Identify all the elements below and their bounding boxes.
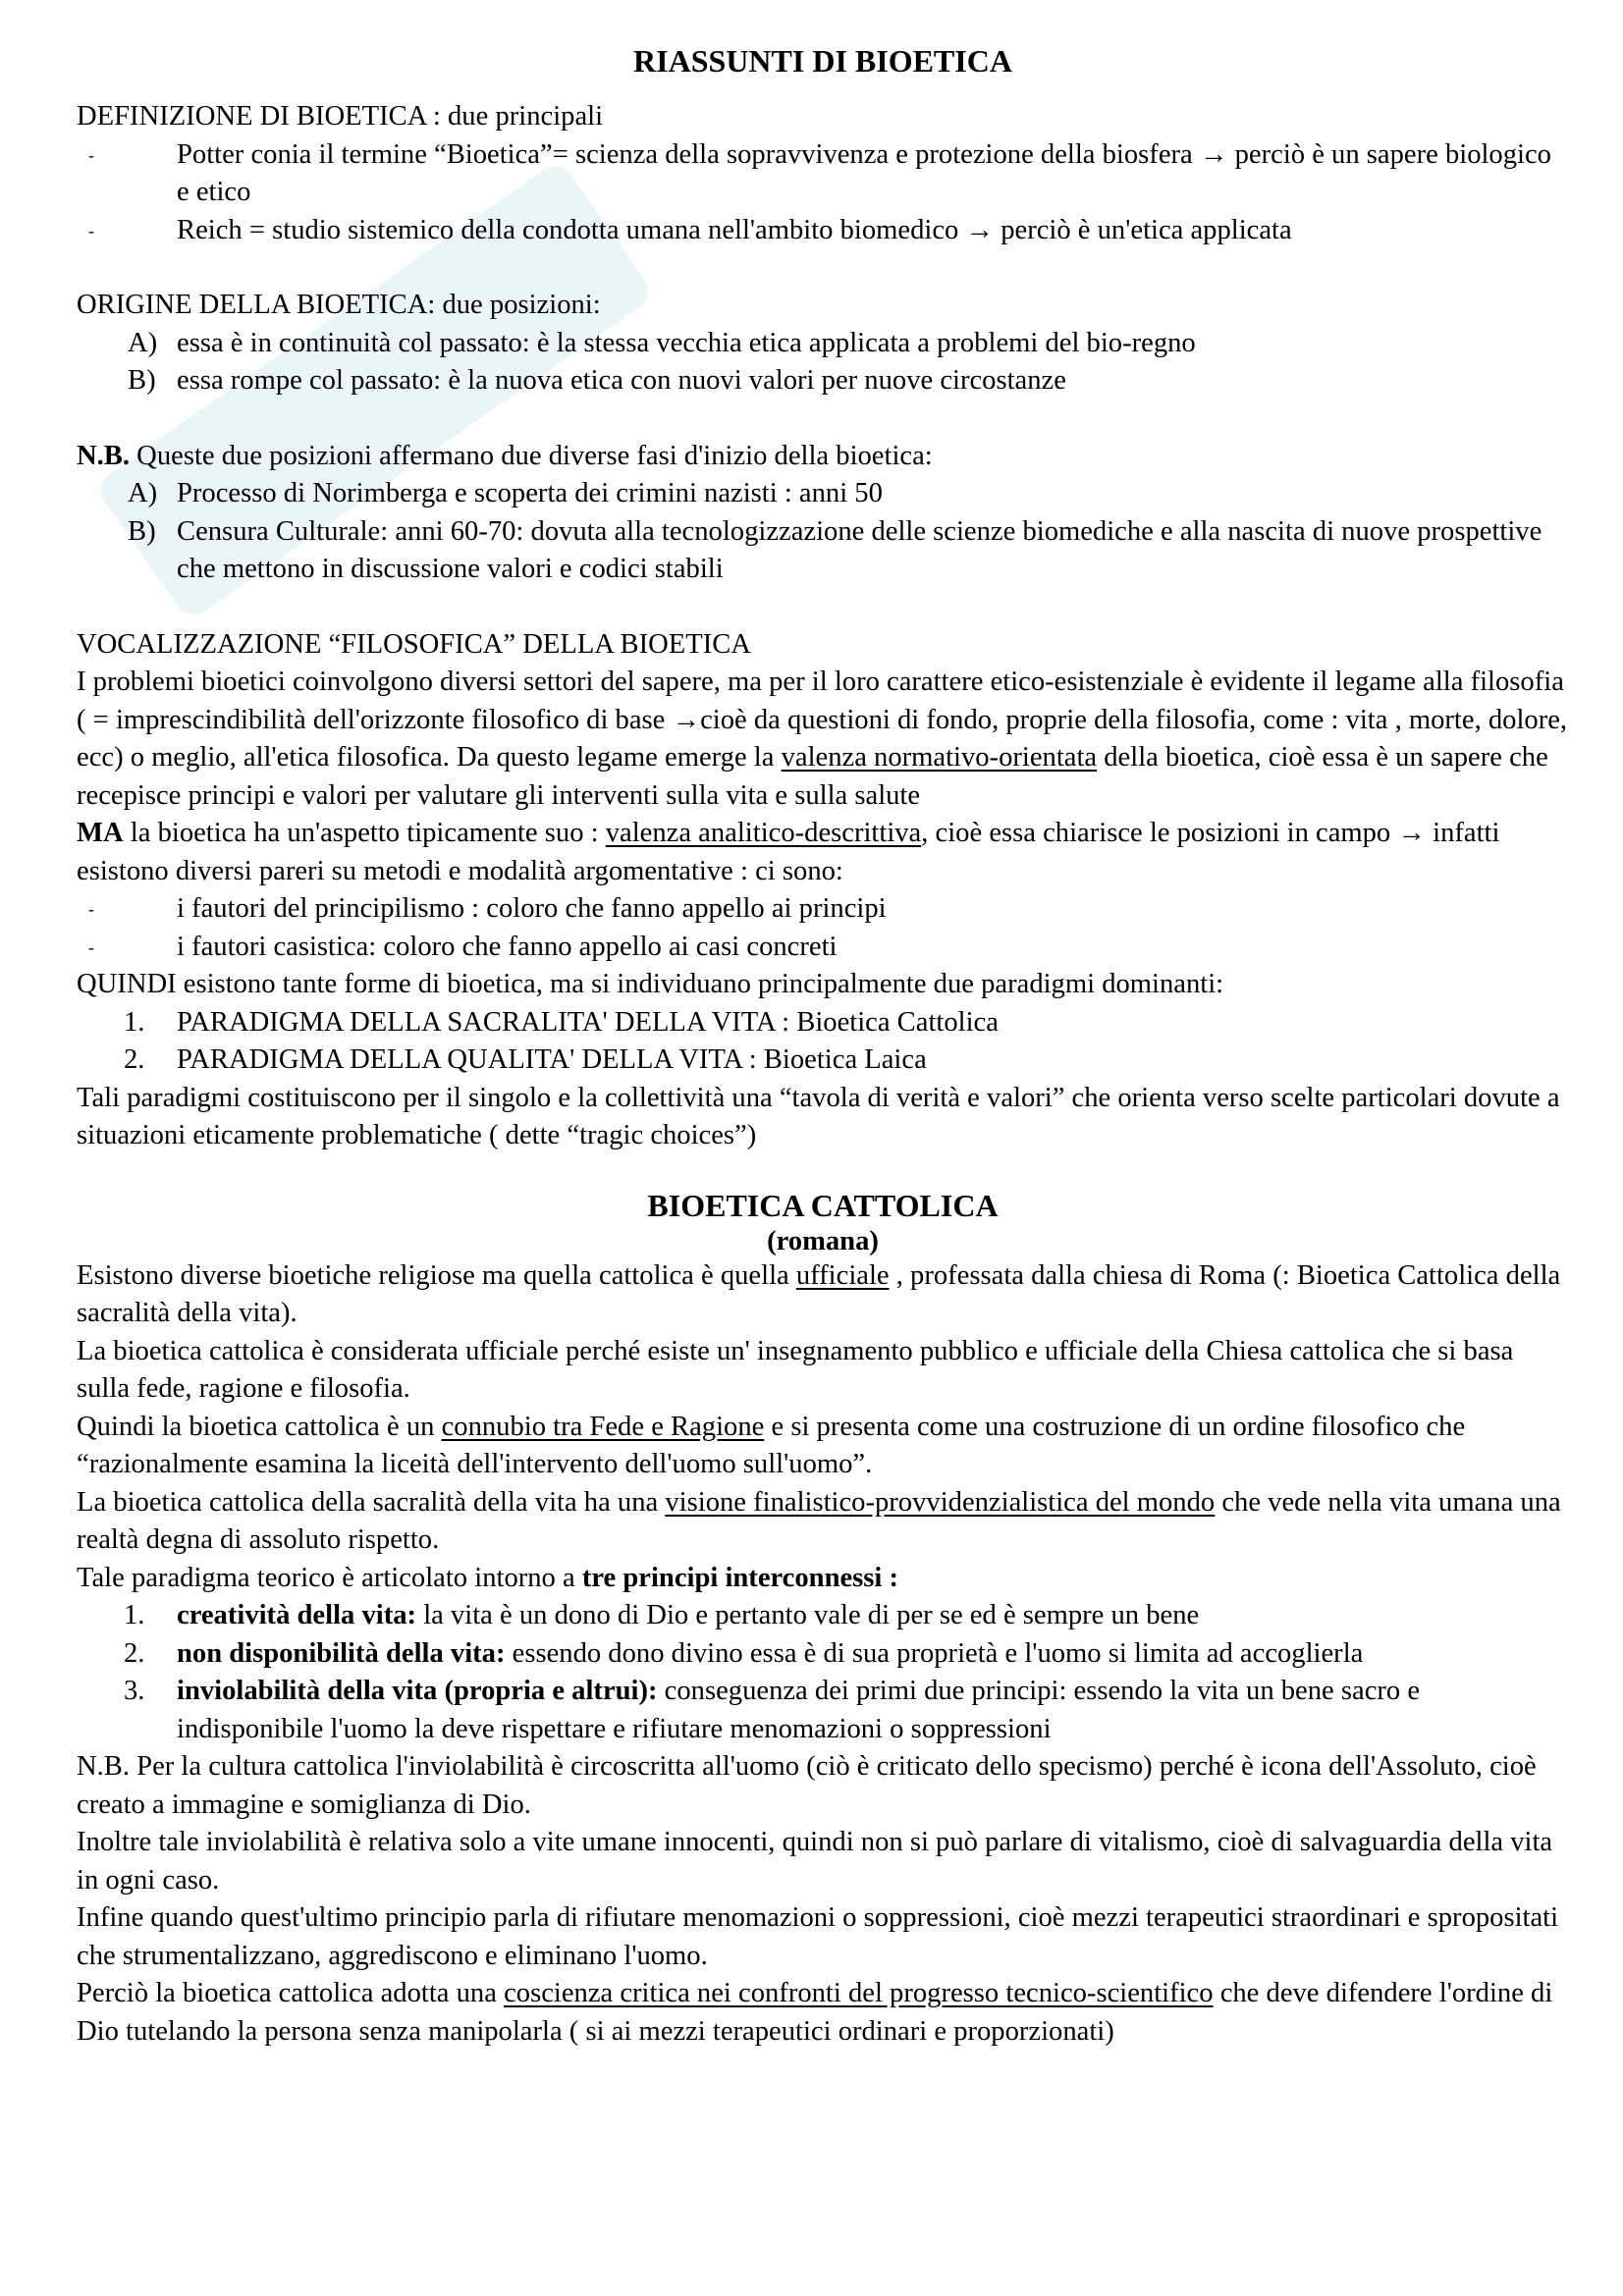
definizione-list [77, 136, 1569, 250]
section-heading: BIOETICA CATTOLICA [647, 1187, 999, 1223]
vocalizzazione-paragraph: I problemi bioetici coinvolgono diversi settori del sapere, ma per il loro carattere etico-esistenziale è evidente il legame alla filosofia ( = imprescindibilità dell'orizzonte filosofico di base →cioè da questioni di fondo, proprie della filosofia, come : vita , morte, dolore, ecc) o meglio, all'etica filosofica. Da questo legame emerge la valenza normativo-orientata della bioetica, cioè essa è un sapere che recepisce principi e valori per valutare gli interventi sulla vita e sulla salute [77, 667, 1568, 811]
list-item: 2. non disponibilità della vita: essendo dono divino essa è di sua proprietà e l'uomo si limita ad accoglierla [124, 1637, 1364, 1669]
list-item: B) essa rompe col passato: è la nuova etica con nuovi valori per nuove circostanze [128, 365, 1066, 396]
definizione-heading: DEFINIZIONE DI BIOETICA : due principali [77, 101, 604, 132]
list-item: - i fautori del principilismo : coloro che fanno appello ai principi [77, 890, 1569, 929]
section-subheading: (romana) [767, 1225, 879, 1256]
origine-heading: ORIGINE DELLA BIOETICA: due posizioni: [77, 290, 601, 320]
list-item: - Potter conia il termine “Bioetica”= scienza della sopravvivenza e protezione della biosfera → perciò è un sapere biologico e etico [77, 136, 1569, 212]
nb-fasi-paragraph: N.B. Queste due posizioni affermano due diverse fasi d'inizio della bioetica: [77, 440, 933, 471]
list-item: - Reich = studio sistemico della condotta umana nell'ambito biomedico → perciò è un'etica applicata [77, 212, 1569, 250]
list-item: 3. inviolabilità della vita (propria e altrui): conseguenza dei primi due principi: essendo la vita un bene sacro e indisponibile l'uomo la deve rispettare e rifiutare menomazioni o soppressioni [124, 1676, 1421, 1744]
fautori-list [77, 890, 1569, 966]
list-item: 1. creatività della vita: la vita è un dono di Dio e pertanto vale di per se ed è sempre un bene [124, 1600, 1200, 1630]
fasi-list [77, 475, 1569, 589]
inoltre-paragraph: Inoltre tale inviolabilità è relativa solo a vite umane innocenti, quindi non si può parlare di vitalismo, cioè di salvaguardia della vita in ogni caso. [77, 1827, 1553, 1896]
vocalizzazione-heading: VOCALIZZAZIONE “FILOSOFICA” DELLA BIOETICA [77, 628, 751, 660]
insegnamento-paragraph: La bioetica cattolica è considerata ufficiale perché esiste un' insegnamento pubblico e ufficiale della Chiesa cattolica che si basa sulla fede, ragione e filosofia. [77, 1335, 1514, 1404]
list-item: A) Processo di Norimberga e scoperta dei crimini nazisti : anni 50 [128, 478, 883, 508]
tali-paragraph: Tali paradigmi costituiscono per il singolo e la collettività una “tavola di verità e valori” che orienta verso scelte particolari dovute a situazioni eticamente problematiche ( dette “tragic choices”) [77, 1082, 1560, 1150]
visione-paragraph: La bioetica cattolica della sacralità della vita ha una visione finalistico-provvidenzialistica del mondo che vede nella vita umana una realtà degna di assoluto rispetto. [77, 1486, 1561, 1555]
nb-inviolabilita-paragraph: N.B. Per la cultura cattolica l'inviolabilità è circoscritta all'uomo (ciò è criticato dello specismo) perché è icona dell'Assoluto, cioè creato a immagine e somiglianza di Dio. [77, 1751, 1537, 1820]
connubio-paragraph: Quindi la bioetica cattolica è un connubio tra Fede e Ragione e si presenta come una costruzione di un ordine filosofico che “razionalmente esamina la liceità dell'intervento dell'uomo sull'uomo”. [77, 1411, 1466, 1479]
list-item: 2. PARADIGMA DELLA QUALITA' DELLA VITA : Bioetica Laica [124, 1044, 927, 1075]
origine-list [77, 325, 1569, 400]
list-item: 1. PARADIGMA DELLA SACRALITA' DELLA VITA : Bioetica Cattolica [124, 1006, 999, 1038]
quindi-paragraph: QUINDI esistono tante forme di bioetica, ma si individuano principalmente due paradigmi dominanti: [77, 969, 1224, 999]
document-page [77, 35, 1569, 2051]
ufficiale-paragraph: Esistono diverse bioetiche religiose ma quella cattolica è quella ufficiale , professata dalla chiesa di Roma (: Bioetica Cattolica della sacralità della vita). [77, 1259, 1561, 1328]
percio-paragraph: Perciò la bioetica cattolica adotta una coscienza critica nei confronti del progresso tecnico-scientifico che deve difendere l'ordine di Dio tutelando la persona senza manipolarla ( si ai mezzi terapeutici ordinari e proporzionati) [77, 1978, 1553, 2047]
principi-intro: Tale paradigma teorico è articolato intorno a tre principi interconnessi : [77, 1562, 899, 1593]
paradigmi-list [77, 1004, 1569, 1080]
principi-list [77, 1597, 1569, 1748]
infine-paragraph: Infine quando quest'ultimo principio parla di rifiutare menomazioni o soppressioni, cioè mezzi terapeutici straordinari e spropositati che strumentalizzano, aggrediscono e eliminano l'uomo. [77, 1902, 1559, 1971]
page-title: RIASSUNTI DI BIOETICA [633, 43, 1012, 79]
list-item: B) Censura Culturale: anni 60-70: dovuta alla tecnologizzazione delle scienze biomediche e alla nascita di nuove prospettive che mettono in discussione valori e codici stabili [128, 515, 1542, 584]
valenza-paragraph: MA la bioetica ha un'aspetto tipicamente suo : valenza analitico-descrittiva, cioè essa chiarisce le posizioni in campo → infatti esistono diversi pareri su metodi e modalità argomentative : ci sono: [77, 818, 1500, 886]
list-item: A) essa è in continuità col passato: è la stessa vecchia etica applicata a problemi del bio-regno [128, 327, 1196, 358]
list-item: - i fautori casistica: coloro che fanno appello ai casi concreti [77, 929, 1569, 967]
